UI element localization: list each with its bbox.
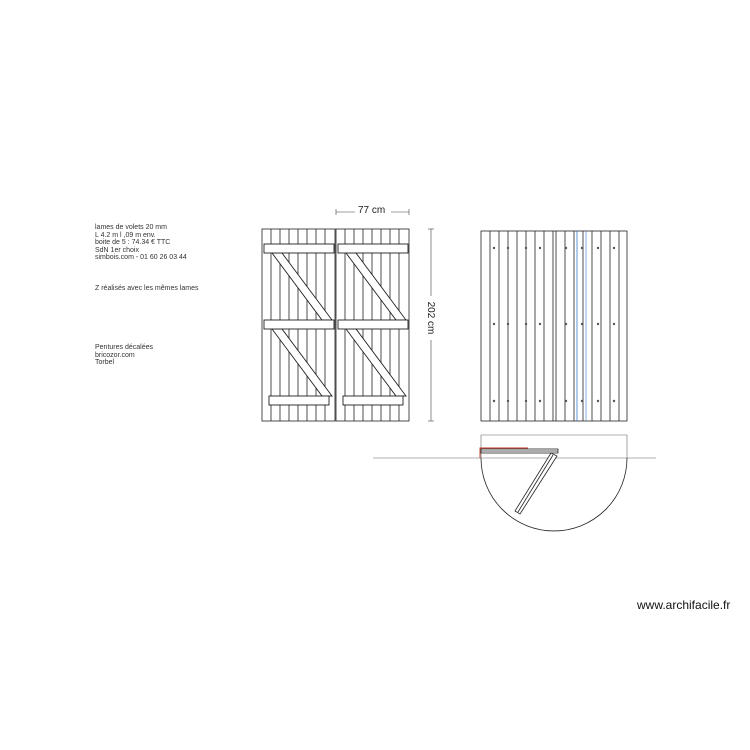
nail-dots: [493, 247, 615, 402]
site-watermark[interactable]: www.archifacile.fr: [637, 598, 731, 612]
left-z-brace: [264, 244, 334, 405]
width-label: 77 cm: [358, 205, 386, 216]
top-view: [373, 435, 656, 531]
spec-line: L 4.2 m l ,09 m env.: [95, 231, 156, 239]
swing-arc: [481, 458, 627, 531]
hardware-line: Pentures décalées: [95, 344, 153, 351]
spec-line: lames de volets 20 mm: [95, 224, 167, 231]
z-note: Z réalisés avec les mêmes lames: [95, 285, 199, 292]
spec-line: boite de 5 : 74.34 € TTC: [95, 239, 171, 246]
spec-line: SdN 1er choix: [95, 246, 139, 254]
right-z-brace: [338, 244, 408, 405]
open-leaf: [515, 453, 557, 514]
hardware-line: Torbel: [95, 359, 115, 366]
back-view: [481, 231, 627, 421]
back-outline: [481, 231, 627, 421]
height-label: 202 cm: [425, 301, 436, 335]
hardware-line: bricozor.com: [95, 351, 135, 359]
spec-line: simbois.com - 01 60 26 03 44: [95, 254, 187, 261]
